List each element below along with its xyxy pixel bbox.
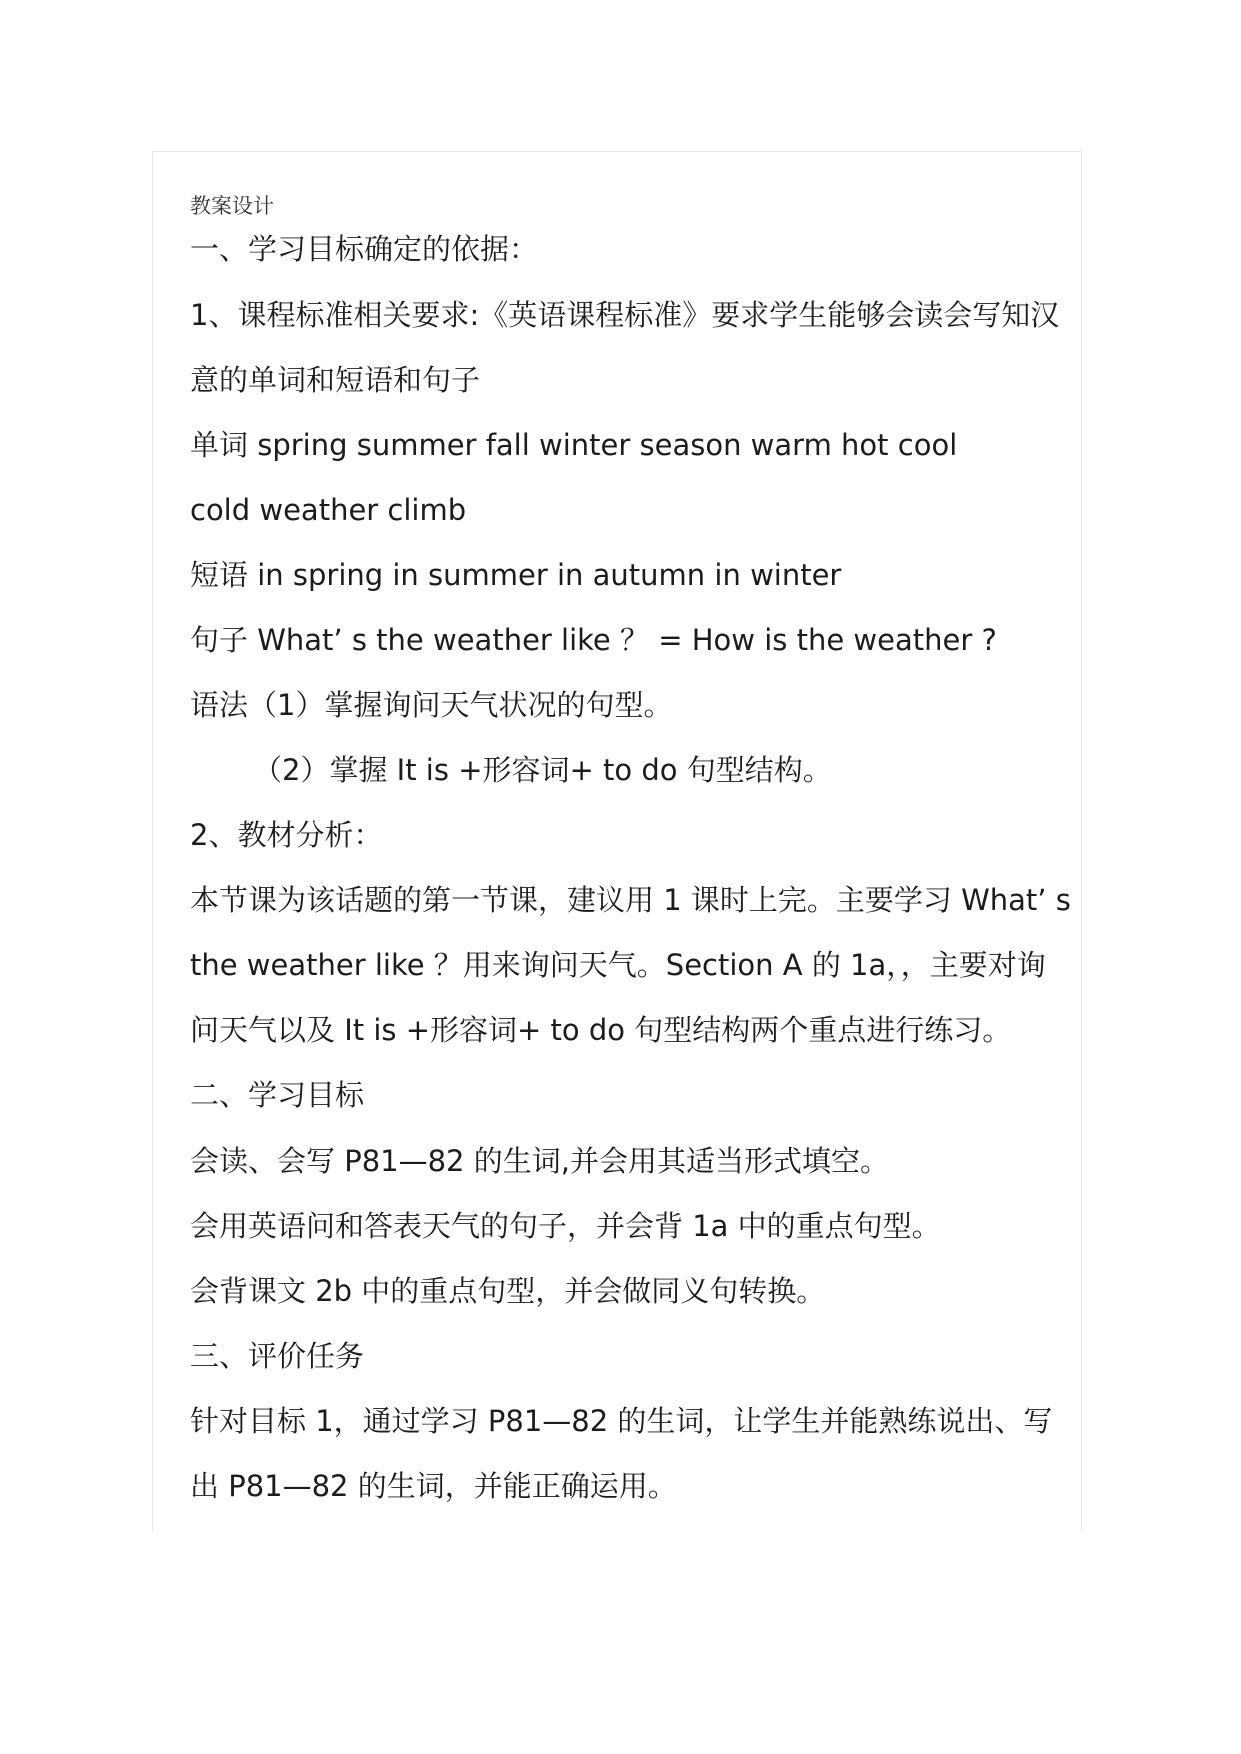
paragraph-standard-line-1: 1、课程标准相关要求:《英语课程标准》要求学生能够会读会写知汉 bbox=[190, 298, 1060, 332]
heading-learning-goals: 二、学习目标 bbox=[190, 1078, 365, 1112]
goal-line-3: 会背课文 2b 中的重点句型，并会做同义句转换。 bbox=[190, 1274, 826, 1308]
analysis-line-1: 本节课为该话题的第一节课，建议用 1 课时上完。主要学习 What’ s bbox=[190, 883, 1071, 917]
analysis-line-2: the weather like ？用来询问天气。Section A 的 1a，，主要对询 bbox=[190, 948, 1046, 982]
vocabulary-line-1: 单词 spring summer fall winter season warm hot cool bbox=[190, 428, 958, 462]
heading-evaluation-tasks: 三、评价任务 bbox=[190, 1339, 365, 1373]
paragraph-standard-line-2: 意的单词和短语和句子 bbox=[190, 363, 481, 397]
evaluation-line-2: 出 P81—82 的生词，并能正确运用。 bbox=[190, 1469, 677, 1503]
heading-textbook-analysis: 2、教材分析： bbox=[190, 818, 383, 852]
goal-line-1: 会读、会写 P81—82 的生词,并会用其适当形式填空。 bbox=[190, 1144, 889, 1178]
document-title: 教案设计 bbox=[190, 194, 274, 218]
analysis-line-3: 问天气以及 It is +形容词+ to do 句型结构两个重点进行练习。 bbox=[190, 1013, 1012, 1047]
evaluation-line-1: 针对目标 1，通过学习 P81—82 的生词，让学生并能熟练说出、写 bbox=[190, 1404, 1053, 1438]
vocabulary-line-2: cold weather climb bbox=[190, 493, 467, 527]
grammar-line-1: 语法（1）掌握询问天气状况的句型。 bbox=[190, 688, 673, 722]
sentences-line: 句子 What’ s the weather like ？ = How is the weather ? bbox=[190, 623, 997, 657]
goal-line-2: 会用英语问和答表天气的句子，并会背 1a 中的重点句型。 bbox=[190, 1209, 941, 1243]
grammar-line-2: （2）掌握 It is +形容词+ to do 句型结构。 bbox=[253, 753, 832, 787]
heading-basis: 一、学习目标确定的依据： bbox=[190, 232, 539, 266]
phrases-line: 短语 in spring in summer in autumn in winter bbox=[190, 558, 842, 592]
